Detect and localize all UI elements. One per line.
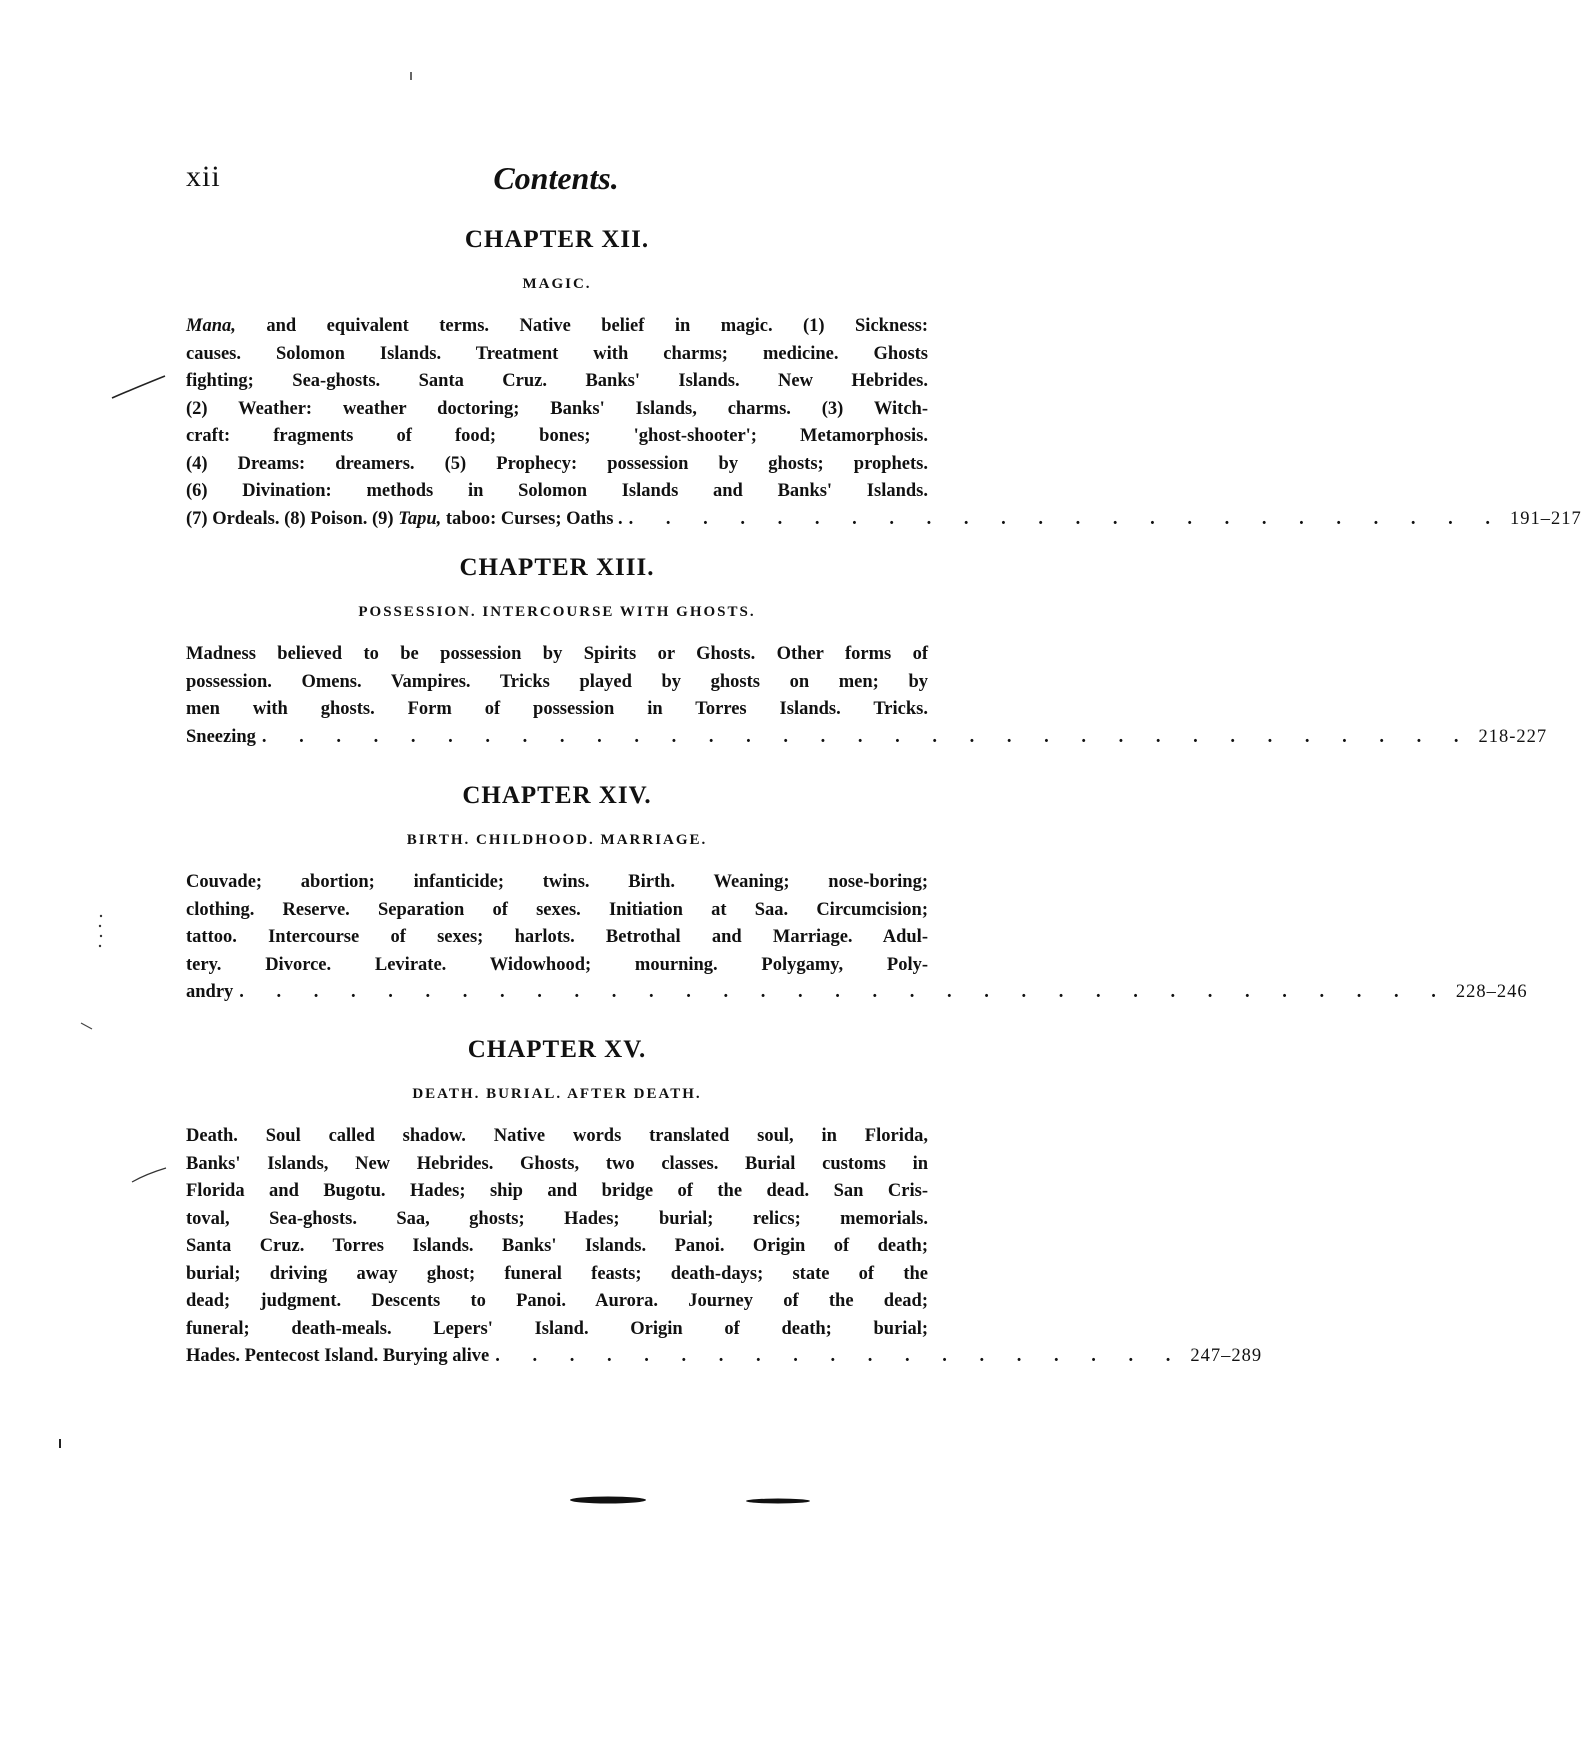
summary-line: funeral; death-meals. Lepers' Island. Origin of death; burial; xyxy=(186,1318,928,1339)
chapter-summary xyxy=(186,869,1528,1007)
chapter-summary xyxy=(186,641,1548,751)
summary-line: Banks' Islands, New Hebrides. Ghosts, two classes. Burial customs in xyxy=(186,1153,928,1174)
chapter-subtitle: POSSESSION. INTERCOURSE WITH GHOSTS. xyxy=(358,604,756,620)
chapter-summary xyxy=(186,1123,1263,1371)
chapter-title: CHAPTER XII. xyxy=(464,226,650,253)
chapter-title: CHAPTER XV. xyxy=(467,1036,647,1063)
page-number: xii xyxy=(186,160,221,193)
chapter-13 xyxy=(186,554,1548,751)
ink-speck-icon xyxy=(406,70,416,84)
dot-leader: . . . . . . . . . . . . . . . . . . . . . . . . . . . . . . . . . xyxy=(261,726,1473,747)
running-head: Contents. xyxy=(493,160,619,196)
summary-line: (6) Divination: methods in Solomon Islands and Banks' Islands. xyxy=(186,481,928,501)
ink-smudge-icon xyxy=(568,1494,658,1506)
dot-leader: . . . . . . . . . . . . . . . . . . . xyxy=(495,1346,1185,1366)
summary-line: men with ghosts. Form of possession in Torres Islands. Tricks. xyxy=(186,699,928,719)
chapter-12 xyxy=(186,226,1582,533)
summary-line: (2) Weather: weather doctoring; Banks' Islands, charms. (3) Witch- xyxy=(186,398,928,419)
pen-mark-icon xyxy=(95,912,107,952)
summary-line: possession. Omens. Vampires. Tricks played by ghosts on men; by xyxy=(186,671,928,692)
pen-mark-icon xyxy=(130,1158,170,1188)
summary-line: dead; judgment. Descents to Panoi. Aurora. Journey of the dead; xyxy=(186,1291,928,1311)
chapter-subtitle: MAGIC. xyxy=(522,276,592,292)
summary-line: Santa Cruz. Torres Islands. Banks' Islands. Panoi. Origin of death; xyxy=(186,1236,928,1256)
summary-last-line: Hades. Pentecost Island. Burying alive . . . . . . . . . . . . . . . . . . . 247–289 xyxy=(186,1343,928,1371)
ink-smudge-icon xyxy=(745,1496,815,1506)
chapter-14 xyxy=(186,782,1528,1007)
summary-last-line: Sneezing . . . . . . . . . . . . . . . . . . . . . . . . . . . . . . . . . 218-227 xyxy=(186,724,928,752)
chapter-15 xyxy=(186,1036,1263,1371)
chapter-subtitle: DEATH. BURIAL. AFTER DEATH. xyxy=(412,1086,702,1102)
page-range: 191–217 xyxy=(1510,508,1582,529)
summary-line: (4) Dreams: dreamers. (5) Prophecy: possession by ghosts; prophets. xyxy=(186,453,928,474)
summary-last-line: andry . . . . . . . . . . . . . . . . . . . . . . . . . . . . . . . . . 228–246 xyxy=(186,979,928,1007)
ink-speck-icon xyxy=(56,1438,64,1450)
dot-leader: . . . . . . . . . . . . . . . . . . . . . . . . . . . . . . . . . xyxy=(239,982,1450,1002)
summary-line: burial; driving away ghost; funeral feasts; death-days; state of the xyxy=(186,1263,928,1284)
page-range: 247–289 xyxy=(1190,1346,1263,1366)
summary-line: Florida and Bugotu. Hades; ship and bridge of the dead. San Cris- xyxy=(186,1181,928,1201)
pen-mark-icon xyxy=(110,372,170,402)
chapter-summary xyxy=(186,313,1582,533)
summary-line: Couvade; abortion; infanticide; twins. Birth. Weaning; nose-boring; xyxy=(186,872,928,892)
summary-line: clothing. Reserve. Separation of sexes. Initiation at Saa. Circumcision; xyxy=(186,899,928,920)
pen-mark-icon xyxy=(80,1020,94,1032)
summary-line: causes. Solomon Islands. Treatment with charms; medicine. Ghosts xyxy=(186,343,928,364)
summary-line: Death. Soul called shadow. Native words translated soul, in Florida, xyxy=(186,1126,928,1146)
page-range: 228–246 xyxy=(1455,982,1528,1002)
chapter-title: CHAPTER XIII. xyxy=(459,554,655,581)
summary-line: toval, Sea-ghosts. Saa, ghosts; Hades; burial; relics; memorials. xyxy=(186,1208,928,1229)
summary-first-word: Mana, xyxy=(186,316,236,336)
summary-line: Mana, and equivalent terms. Native belief in magic. (1) Sickness: xyxy=(186,316,929,336)
summary-line: craft: fragments of food; bones; 'ghost-shooter'; Metamorphosis. xyxy=(186,426,928,446)
summary-line: fighting; Sea-ghosts. Santa Cruz. Banks' Islands. New Hebrides. xyxy=(186,371,928,391)
summary-line: Madness believed to be possession by Spirits or Ghosts. Other forms of xyxy=(186,644,928,664)
chapter-subtitle: BIRTH. CHILDHOOD. MARRIAGE. xyxy=(406,832,708,848)
page-header xyxy=(186,160,926,210)
summary-line: tery. Divorce. Levirate. Widowhood; mourning. Polygamy, Poly- xyxy=(186,954,928,975)
dot-leader: . . . . . . . . . . . . . . . . . . . . . . . . xyxy=(628,508,1505,529)
page-range: 218-227 xyxy=(1478,726,1548,747)
summary-line: tattoo. Intercourse of sexes; harlots. Betrothal and Marriage. Adul- xyxy=(186,927,928,947)
summary-last-line: (7) Ordeals. (8) Poison. (9) Tapu, taboo: Curses; Oaths . . . . . . . . . . . . . . . . . . . . . . . . . 191–217 xyxy=(186,506,928,534)
chapter-title: CHAPTER XIV. xyxy=(462,782,652,809)
